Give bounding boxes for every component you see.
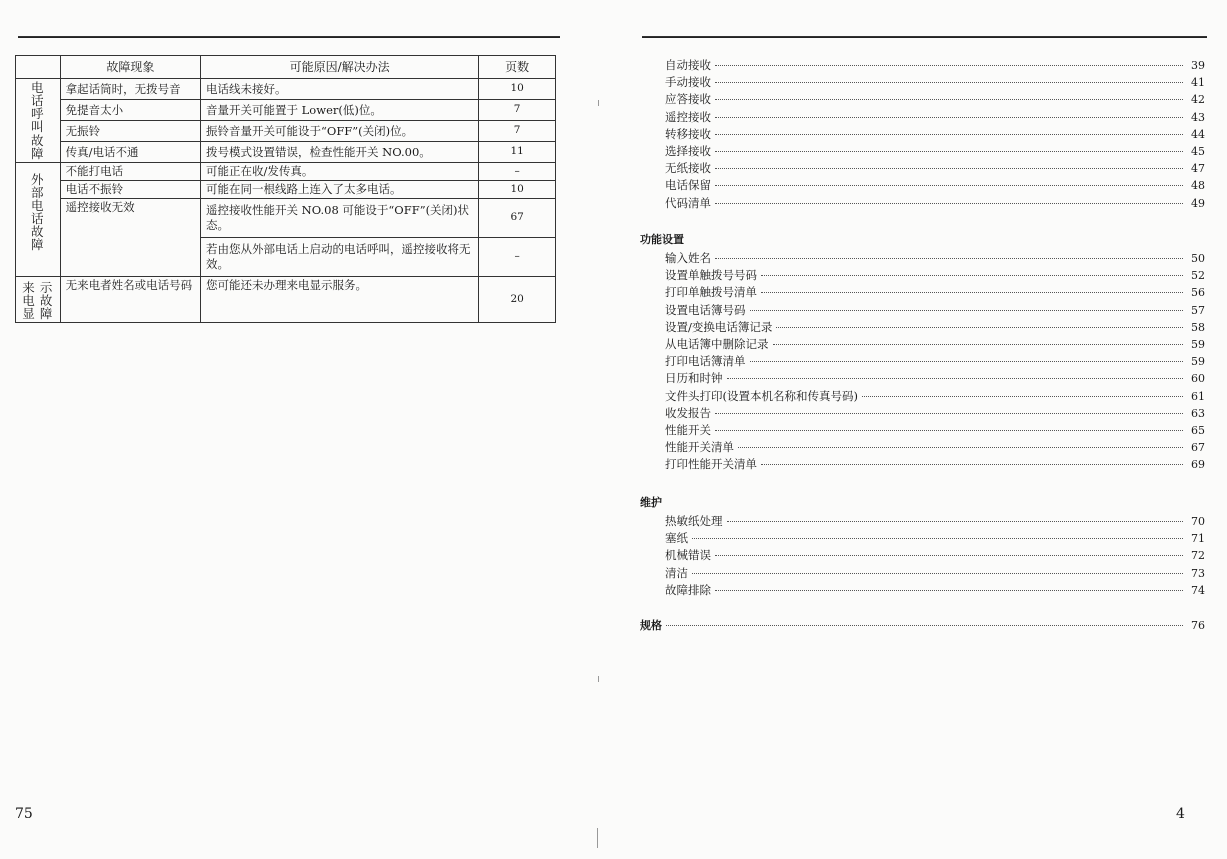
table-row xyxy=(16,99,556,120)
toc-entry: 设置电话簿号码 57 xyxy=(640,301,1205,318)
solution-cell: 可能在同一根线路上连入了太多电话。 xyxy=(201,180,479,198)
solution-cell: 可能正在收/发传真。 xyxy=(201,162,479,180)
page-cell: – xyxy=(479,162,556,180)
toc-entry: 打印单触拨号清单 56 xyxy=(640,283,1205,300)
header-blank xyxy=(16,56,61,79)
table-row xyxy=(16,141,556,162)
page-number: 75 xyxy=(15,806,33,822)
symptom-cell: 拿起话筒时，无拨号音 xyxy=(60,79,200,100)
toc-entry: 从电话簿中删除记录 59 xyxy=(640,335,1205,352)
symptom-cell: 电话不振铃 xyxy=(60,180,200,198)
toc-entry: 打印性能开关清单 69 xyxy=(640,455,1205,472)
header-symptom: 故障现象 xyxy=(60,56,200,79)
toc-entry: 性能开关 65 xyxy=(640,421,1205,438)
toc-entry: 打印电话簿清单 59 xyxy=(640,352,1205,369)
table-row xyxy=(16,79,556,100)
symptom-cell: 免提音太小 xyxy=(60,99,200,120)
toc-section-function-settings xyxy=(640,231,1205,472)
right-page xyxy=(620,0,1227,859)
toc-entry: 机械错误 72 xyxy=(640,546,1205,563)
header-rule xyxy=(18,36,560,38)
table-row xyxy=(16,120,556,141)
toc-entry: 日历和时钟 60 xyxy=(640,369,1205,386)
page-cell: 10 xyxy=(479,79,556,100)
toc-entry: 规格 76 xyxy=(640,616,1205,633)
troubleshooting-table xyxy=(15,55,556,323)
toc-entry: 自动接收 39 xyxy=(640,56,1205,73)
toc-entry: 手动接收 41 xyxy=(640,73,1205,90)
toc-entry: 选择接收 45 xyxy=(640,142,1205,159)
page-cell: 10 xyxy=(479,180,556,198)
solution-cell: 振铃音量开关可能设于“OFF”(关闭)位。 xyxy=(201,120,479,141)
toc-entry: 热敏纸处理 70 xyxy=(640,512,1205,529)
toc-entry: 清洁 73 xyxy=(640,564,1205,581)
solution-cell: 若由您从外部电话上启动的电话呼叫，遥控接收将无效。 xyxy=(201,237,479,276)
toc-entry: 故障排除 74 xyxy=(640,581,1205,598)
toc-entry: 输入姓名 50 xyxy=(640,249,1205,266)
solution-cell: 遥控接收性能开关 NO.08 可能设于“OFF”(关闭)状态。 xyxy=(201,198,479,237)
table-row xyxy=(16,276,556,322)
solution-cell: 音量开关可能置于 Lower(低)位。 xyxy=(201,99,479,120)
page-cell: – xyxy=(479,237,556,276)
page-number: 4 xyxy=(1176,806,1185,822)
header-page: 页数 xyxy=(479,56,556,79)
toc-entry: 遥控接收 43 xyxy=(640,108,1205,125)
section-title: 功能设置 xyxy=(640,233,684,246)
left-page xyxy=(0,0,600,859)
category-caller-id: 来 电 显 示 故 障 xyxy=(16,276,61,322)
page-cell: 20 xyxy=(479,276,556,322)
scan-mark xyxy=(597,828,598,848)
page-cell: 7 xyxy=(479,120,556,141)
toc-entry: 无纸接收 47 xyxy=(640,159,1205,176)
toc-entry: 设置/变换电话簿记录 58 xyxy=(640,318,1205,335)
table-row xyxy=(16,180,556,198)
section-title: 维护 xyxy=(640,496,662,509)
header-solution: 可能原因/解决办法 xyxy=(201,56,479,79)
toc-entry: 收发报告 63 xyxy=(640,404,1205,421)
header-rule xyxy=(642,36,1207,38)
toc-section-specs xyxy=(640,616,1205,633)
solution-cell: 电话线未接好。 xyxy=(201,79,479,100)
toc-entry: 转移接收 44 xyxy=(640,125,1205,142)
table-row xyxy=(16,162,556,180)
toc-entry: 应答接收 42 xyxy=(640,90,1205,107)
toc-entry: 电话保留 48 xyxy=(640,176,1205,193)
toc-entry: 设置单触拨号号码 52 xyxy=(640,266,1205,283)
table-row xyxy=(16,198,556,237)
symptom-cell: 无振铃 xyxy=(60,120,200,141)
toc-section-maintenance xyxy=(640,494,1205,598)
page-cell: 67 xyxy=(479,198,556,237)
scan-mark xyxy=(598,676,599,682)
category-phone-call: 电话呼叫故障 xyxy=(16,79,61,163)
solution-cell: 拨号模式设置错误，检查性能开关 NO.00。 xyxy=(201,141,479,162)
toc-entry: 塞纸 71 xyxy=(640,529,1205,546)
symptom-cell: 无来电者姓名或电话号码 xyxy=(60,276,200,322)
page-cell: 11 xyxy=(479,141,556,162)
symptom-cell: 遥控接收无效 xyxy=(60,198,200,276)
symptom-cell: 不能打电话 xyxy=(60,162,200,180)
solution-cell: 您可能还未办理来电显示服务。 xyxy=(201,276,479,322)
page-cell: 7 xyxy=(479,99,556,120)
category-external-phone: 外部电话故障 xyxy=(16,162,61,276)
scan-mark xyxy=(598,100,599,106)
symptom-cell: 传真/电话不通 xyxy=(60,141,200,162)
toc-section-receive xyxy=(640,56,1205,211)
toc-entry: 代码清单 49 xyxy=(640,194,1205,211)
table-header-row xyxy=(16,56,556,79)
toc-entry: 性能开关清单 67 xyxy=(640,438,1205,455)
toc-entry: 文件头打印(设置本机名称和传真号码) 61 xyxy=(640,387,1205,404)
